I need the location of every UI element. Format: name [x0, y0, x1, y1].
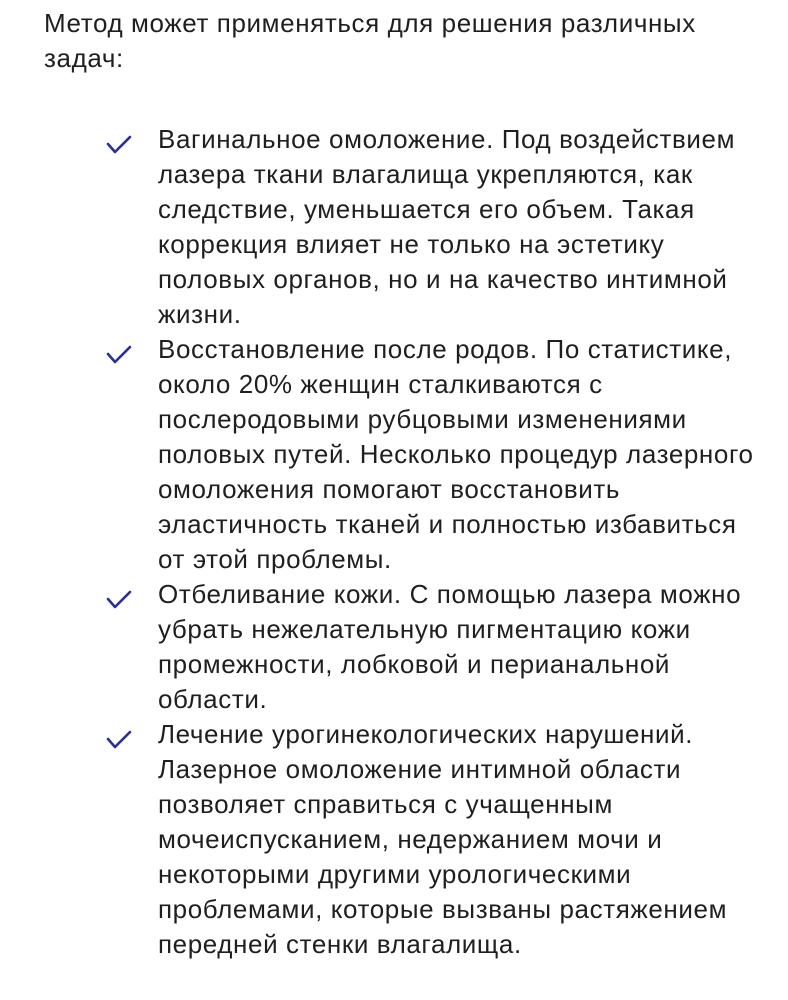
checkmark-icon	[106, 344, 132, 366]
list-item-text: Вагинальное омоложение. Под воздействием лазера ткани влагалища укрепляются, как следствие, уменьшается его объем. Такая коррекция влияет не только на эстетику половых органов, но и на качество интимной жизни.	[158, 124, 736, 329]
article-content	[44, 6, 764, 962]
list-item-text: Восстановление после родов. По статистике, около 20% женщин сталкиваются с послеродовыми рубцовыми изменениями половых путей. Несколько процедур лазерного омоложения помогают восстановить эластичность тканей и полностью избавиться от этой проблемы.	[158, 334, 754, 574]
checkmark-icon	[106, 134, 132, 156]
checkmark-icon	[106, 589, 132, 611]
list-item	[44, 577, 764, 717]
list-item	[44, 332, 764, 577]
list-item-text: Лечение урогинекологических нарушений. Лазерное омоложение интимной области позволяет справиться с учащенным мочеиспусканием, недержанием мочи и некоторыми другими урологическими проблемами, которые вызваны растяжением передней стенки влагалища.	[158, 719, 728, 959]
list-item-text: Отбеливание кожи. С помощью лазера можно убрать нежелательную пигментацию кожи промежности, лобковой и перианальной области.	[158, 579, 742, 714]
list-item	[44, 717, 764, 962]
list-item	[44, 122, 764, 332]
intro-paragraph: Метод может применяться для решения различных задач:	[44, 8, 696, 73]
benefits-list	[44, 122, 764, 962]
checkmark-icon	[106, 729, 132, 751]
